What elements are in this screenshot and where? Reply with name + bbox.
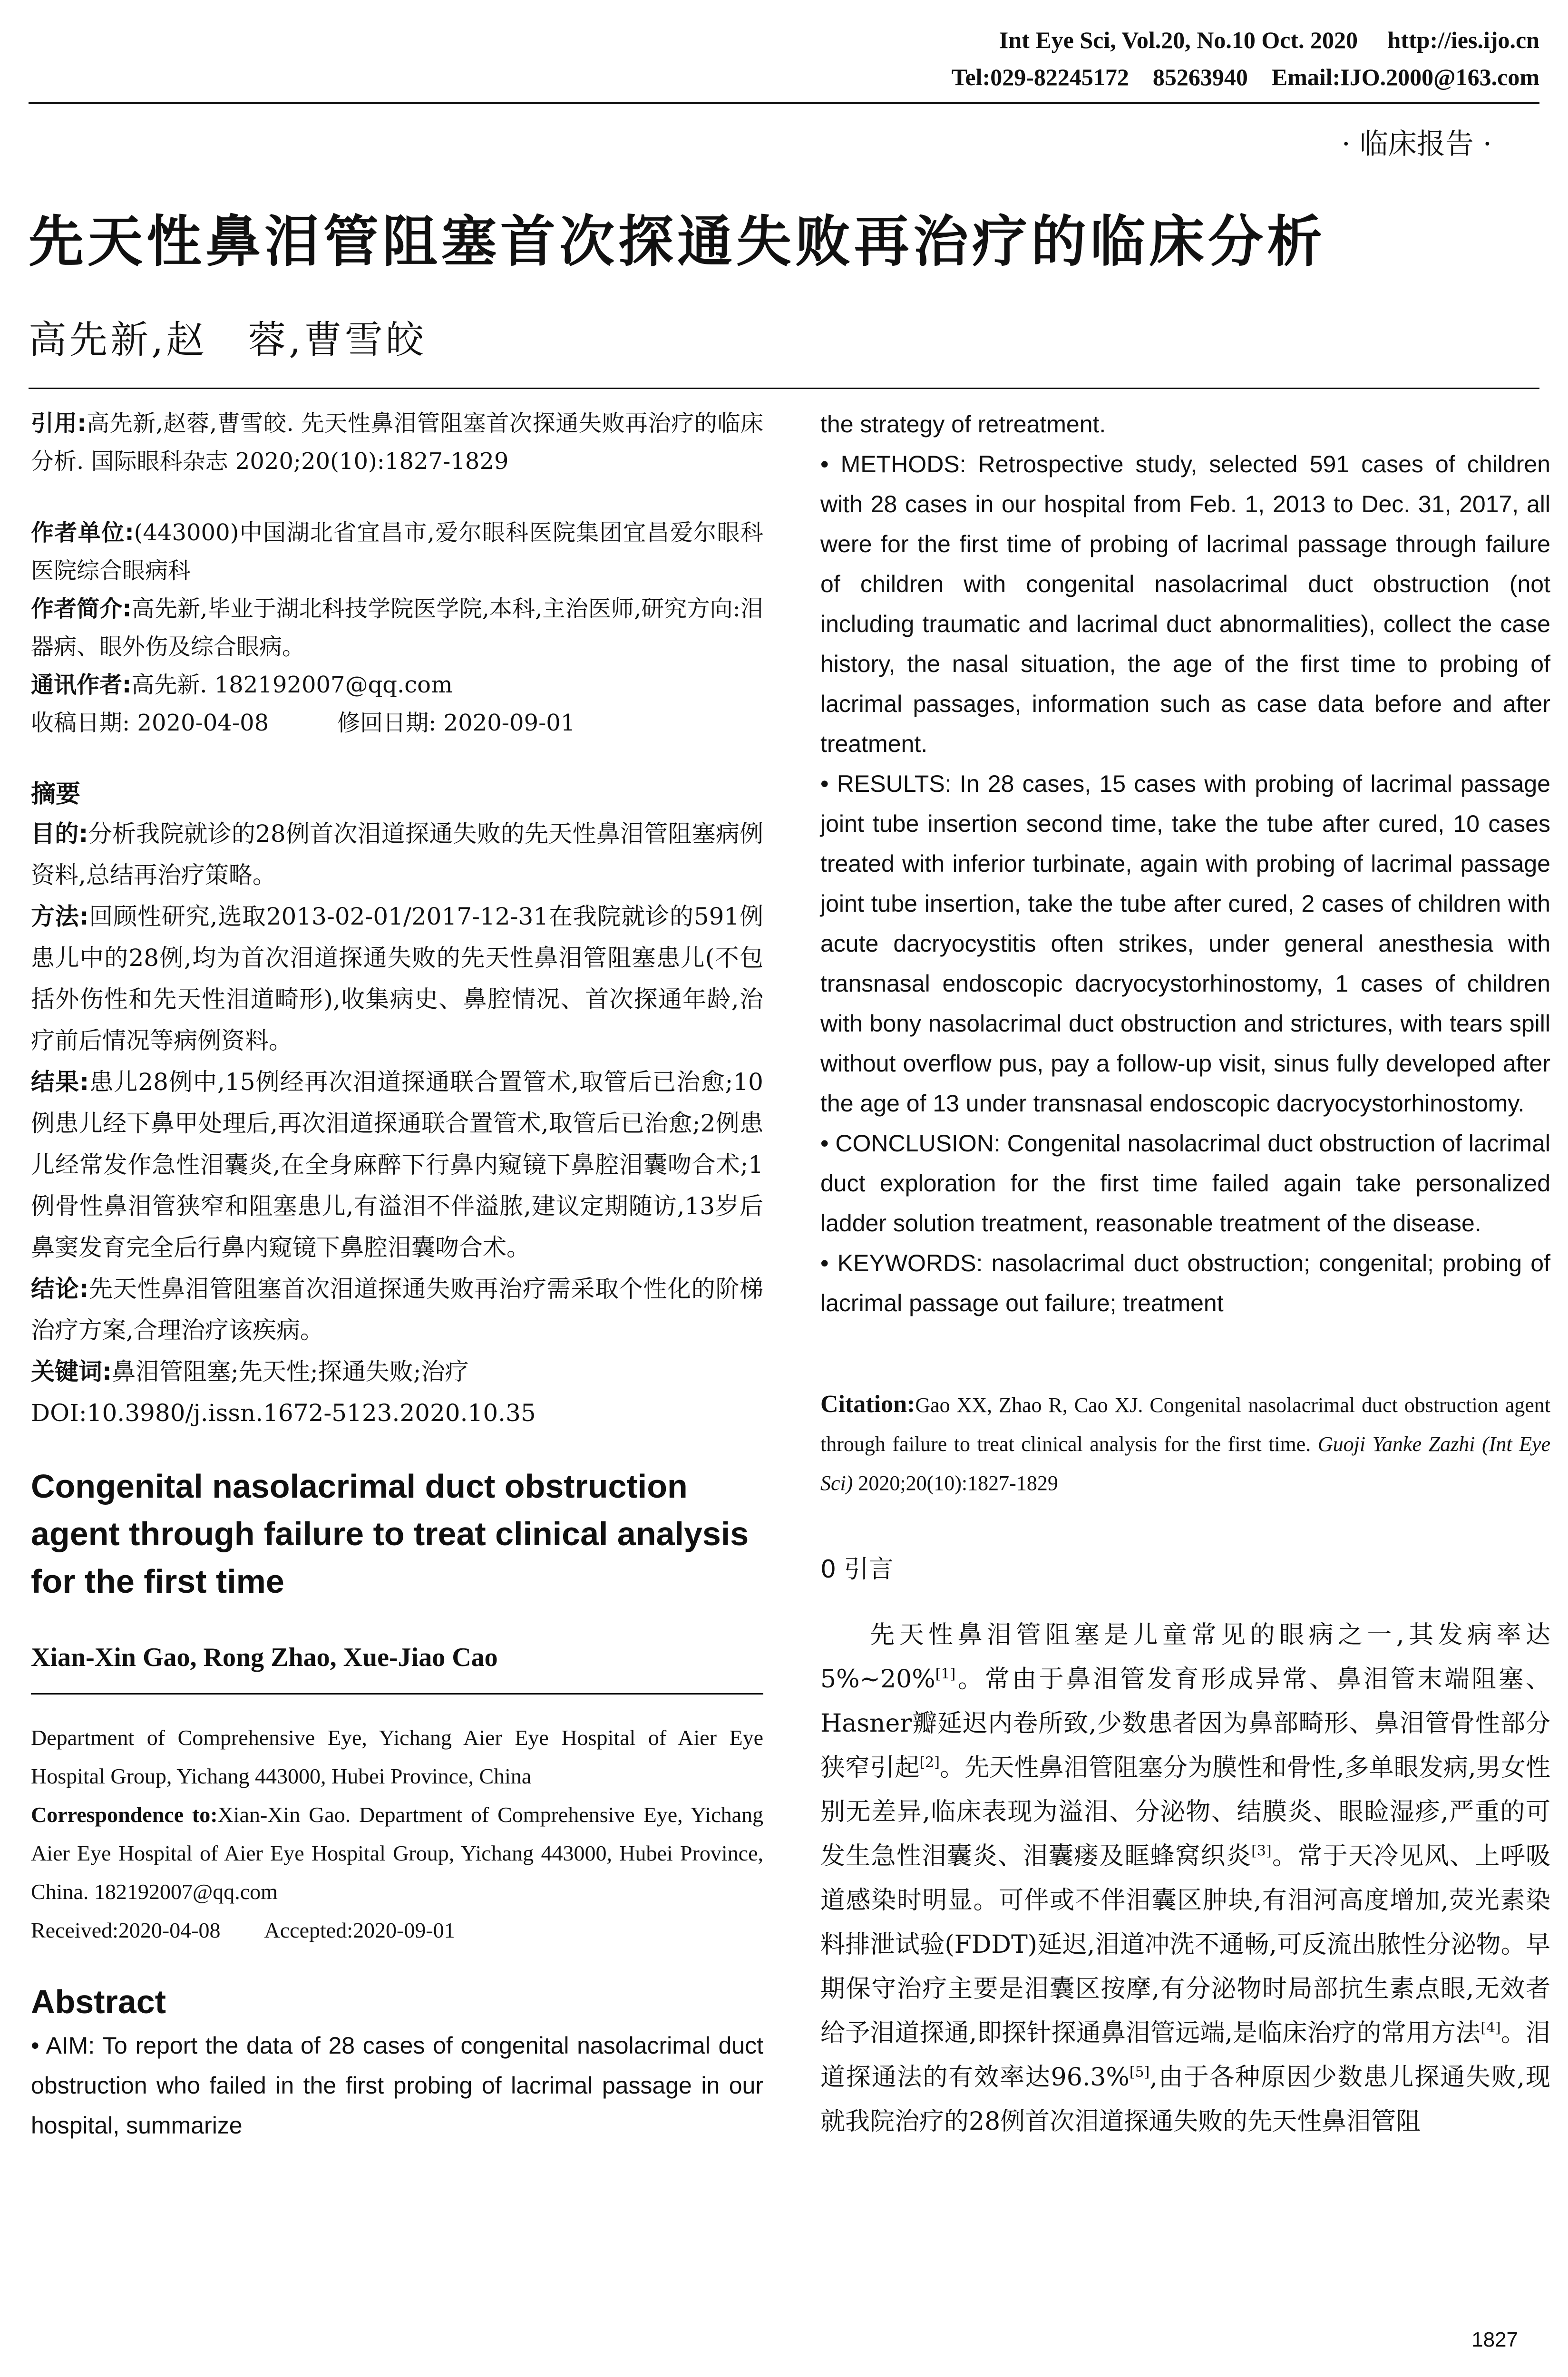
abstract-aim-cn: 目的:分析我院就诊的28例首次泪道探通失败的先天性鼻泪管阻塞病例资料,总结再治疗策略。: [31, 820, 763, 889]
section-tag: · 临床报告 ·: [1341, 127, 1492, 161]
intro-paragraph: 先天性鼻泪管阻塞是儿童常见的眼病之一,其发病率达5%~20%[1]。常由于鼻泪管发育形成异常、鼻泪管末端阻塞、Hasner瓣延迟内卷所致,少数患者因为鼻部畸形、鼻泪管骨性部分狭窄引起[2]。先天性鼻泪管阻塞分为膜性和骨性,多单眼发病,男女性别无差异,临床表现为溢泪、分泌物、结膜炎、眼睑湿疹,严重的可发生急性泪囊炎、泪囊瘘及眶蜂窝织炎[3]。常于天冷见风、上呼吸道感染时明显。可伴或不伴泪囊区肿块,有泪河高度增加,荧光素染料排泄试验(FDDT)延迟,泪道冲洗不通畅,可反流出脓性分泌物。早期保守治疗主要是泪囊区按摩,有分泌物时局部抗生素点眼,无效者给予泪道探通,即探针探通鼻泪管远端,是临床治疗的常用方法[4]。泪道探通法的有效率达96.3%[5],由于各种原因少数患儿探通失败,现就我院治疗的28例首次泪道探通失败的先天性鼻泪管阻: [820, 1621, 1550, 2136]
page-number: 1827: [1471, 2328, 1518, 2351]
doi: DOI:10.3980/j.issn.1672-5123.2020.10.35: [31, 1399, 536, 1427]
abstract-label-cn: 摘要: [31, 780, 81, 809]
citation-en: Citation:Gao XX, Zhao R, Cao XJ. Congenital nasolacrimal duct obstruction agent through failure to treat clinical analysis for the first time. Guoji Yanke Zazhi (Int Eye Sci) 2020;20(10):1827-1829: [820, 1391, 1551, 1495]
dates-cn: 收稿日期: 2020-04-08 修回日期: 2020-09-01: [31, 710, 575, 736]
intro-heading: 0 引言: [820, 1555, 894, 1584]
english-dates: Received:2020-04-08 Accepted:2020-09-01: [31, 1918, 455, 1942]
abstract-methods-en: • METHODS: Retrospective study, selected 591 cases of children with 28 cases in our hospital from Feb. 1, 2013 to Dec. 31, 2017, all were for the first time of probing of lacrimal passage through failure of children with congenital nasolacrimal duct obstruction (not including traumatic and lacrimal duct abnormalities), collect the case history, the nasal situation, the age of the first time to probing of lacrimal passages, information such as case data before and after treatment.: [820, 451, 1550, 757]
abstract-results-cn: 结果:患儿28例中,15例经再次泪道探通联合置管术,取管后已治愈;10例患儿经下鼻甲处理后,再次泪道探通联合置管术,取管后已治愈;2例患儿经常发作急性泪囊炎,在全身麻醉下行鼻内窥镜下鼻腔泪囊吻合术;1例骨性鼻泪管狭窄和阻塞患儿,有溢泪不伴溢脓,建议定期随访,13岁后鼻窦发育完全后行鼻内窥镜下鼻腔泪囊吻合术。: [31, 1068, 763, 1261]
authors-chinese: 高先新,赵 蓉,曹雪皎: [29, 318, 427, 362]
header-divider: [29, 102, 1539, 104]
contact-info-line: Tel:029-82245172 85263940 Email:IJO.2000@163.com: [951, 64, 1539, 90]
journal-info-line: Int Eye Sci, Vol.20, No.10 Oct. 2020 http://ies.ijo.cn: [999, 27, 1539, 53]
abstract-aim-en: • AIM: To report the data of 28 cases of congenital nasolacrimal duct obstruction who failed in the first probing of lacrimal passage in our hospital, summarize: [31, 2032, 763, 2139]
keywords-cn: 关键词:鼻泪管阻塞;先天性;探通失败;治疗: [31, 1358, 469, 1385]
abstract-conclusion-en: • CONCLUSION: Congenital nasolacrimal duct obstruction of lacrimal duct exploration for the first time failed again take personalized ladder solution treatment, reasonable treatment of the disease.: [820, 1130, 1550, 1237]
reference-4[interactable]: [4]: [1480, 2019, 1501, 2036]
reference-1[interactable]: [1]: [935, 1666, 956, 1683]
abstract-heading-en: Abstract: [31, 1983, 166, 2020]
left-column: [31, 404, 763, 2145]
author-affiliation: 作者单位:(443000)中国湖北省宜昌市,爱尔眼科医院集团宜昌爱尔眼科医院综合眼病科: [31, 519, 763, 584]
abstract-aim-en-continued: the strategy of retreatment.: [820, 411, 1106, 438]
abstract-methods-cn: 方法:回顾性研究,选取2013-02-01/2017-12-31在我院就诊的591例患儿中的28例,均为首次泪道探通失败的先天性鼻泪管阻塞患儿(不包括外伤性和先天性泪道畸形),收集病史、鼻腔情况、首次探通年龄,治疗前后情况等病例资料。: [31, 903, 763, 1054]
right-column: [820, 404, 1550, 2144]
abstract-conclusion-cn: 结论:先天性鼻泪管阻塞首次泪道探通失败再治疗需采取个性化的阶梯治疗方案,合理治疗该疾病。: [31, 1275, 764, 1344]
reference-5[interactable]: [5]: [1129, 2064, 1150, 2081]
reference-3[interactable]: [3]: [1251, 1842, 1272, 1860]
english-authors: Xian-Xin Gao, Rong Zhao, Xue-Jiao Cao: [31, 1643, 498, 1672]
citation-cn: 引用:高先新,赵蓉,曹雪皎. 先天性鼻泪管阻塞首次探通失败再治疗的临床分析. 国际眼科杂志 2020;20(10):1827-1829: [31, 410, 763, 475]
english-authors-divider: [31, 1693, 763, 1695]
english-title: Congenital nasolacrimal duct obstruction agent through failure to treat clinical analysis for the first time: [31, 1468, 749, 1600]
corresponding-author: 通讯作者:高先新. 182192007@qq.com: [31, 672, 453, 698]
article-title: 先天性鼻泪管阻塞首次探通失败再治疗的临床分析: [29, 210, 1326, 274]
running-header: [29, 26, 1539, 102]
author-bio: 作者简介:高先新,毕业于湖北科技学院医学院,本科,主治医师,研究方向:泪器病、眼外伤及综合眼病。: [31, 595, 763, 660]
title-divider: [29, 388, 1539, 389]
reference-2[interactable]: [2]: [919, 1754, 940, 1771]
english-correspondence: Correspondence to:Xian-Xin Gao. Department of Comprehensive Eye, Yichang Aier Eye Hospital of Aier Eye Hospital Group, Yichang 443000, Hubei Province, China. 182192007@qq.com: [31, 1802, 763, 1904]
abstract-results-en: • RESULTS: In 28 cases, 15 cases with probing of lacrimal passage joint tube insertion second time, take the tube after cured, 10 cases treated with inferior turbinate, again with probing of lacrimal passage joint tube insertion, take the tube after cured, 2 cases of children with acute dacryocystitis often strikes, under general anesthesia with transnasal endoscopic dacryocystorhinostomy, 1 cases of children with bony nasolacrimal duct obstruction and strictures, with tears spill without overflow pus, pay a follow-up visit, sinus fully developed after the age of 13 under transnasal endoscopic dacryocystorhinostomy.: [820, 770, 1550, 1117]
english-affiliation: Department of Comprehensive Eye, Yichang Aier Eye Hospital of Aier Eye Hospital Group, Yichang 443000, Hubei Province, China: [31, 1725, 763, 1788]
keywords-en: • KEYWORDS: nasolacrimal duct obstruction; congenital; probing of lacrimal passage out failure; treatment: [820, 1250, 1550, 1316]
